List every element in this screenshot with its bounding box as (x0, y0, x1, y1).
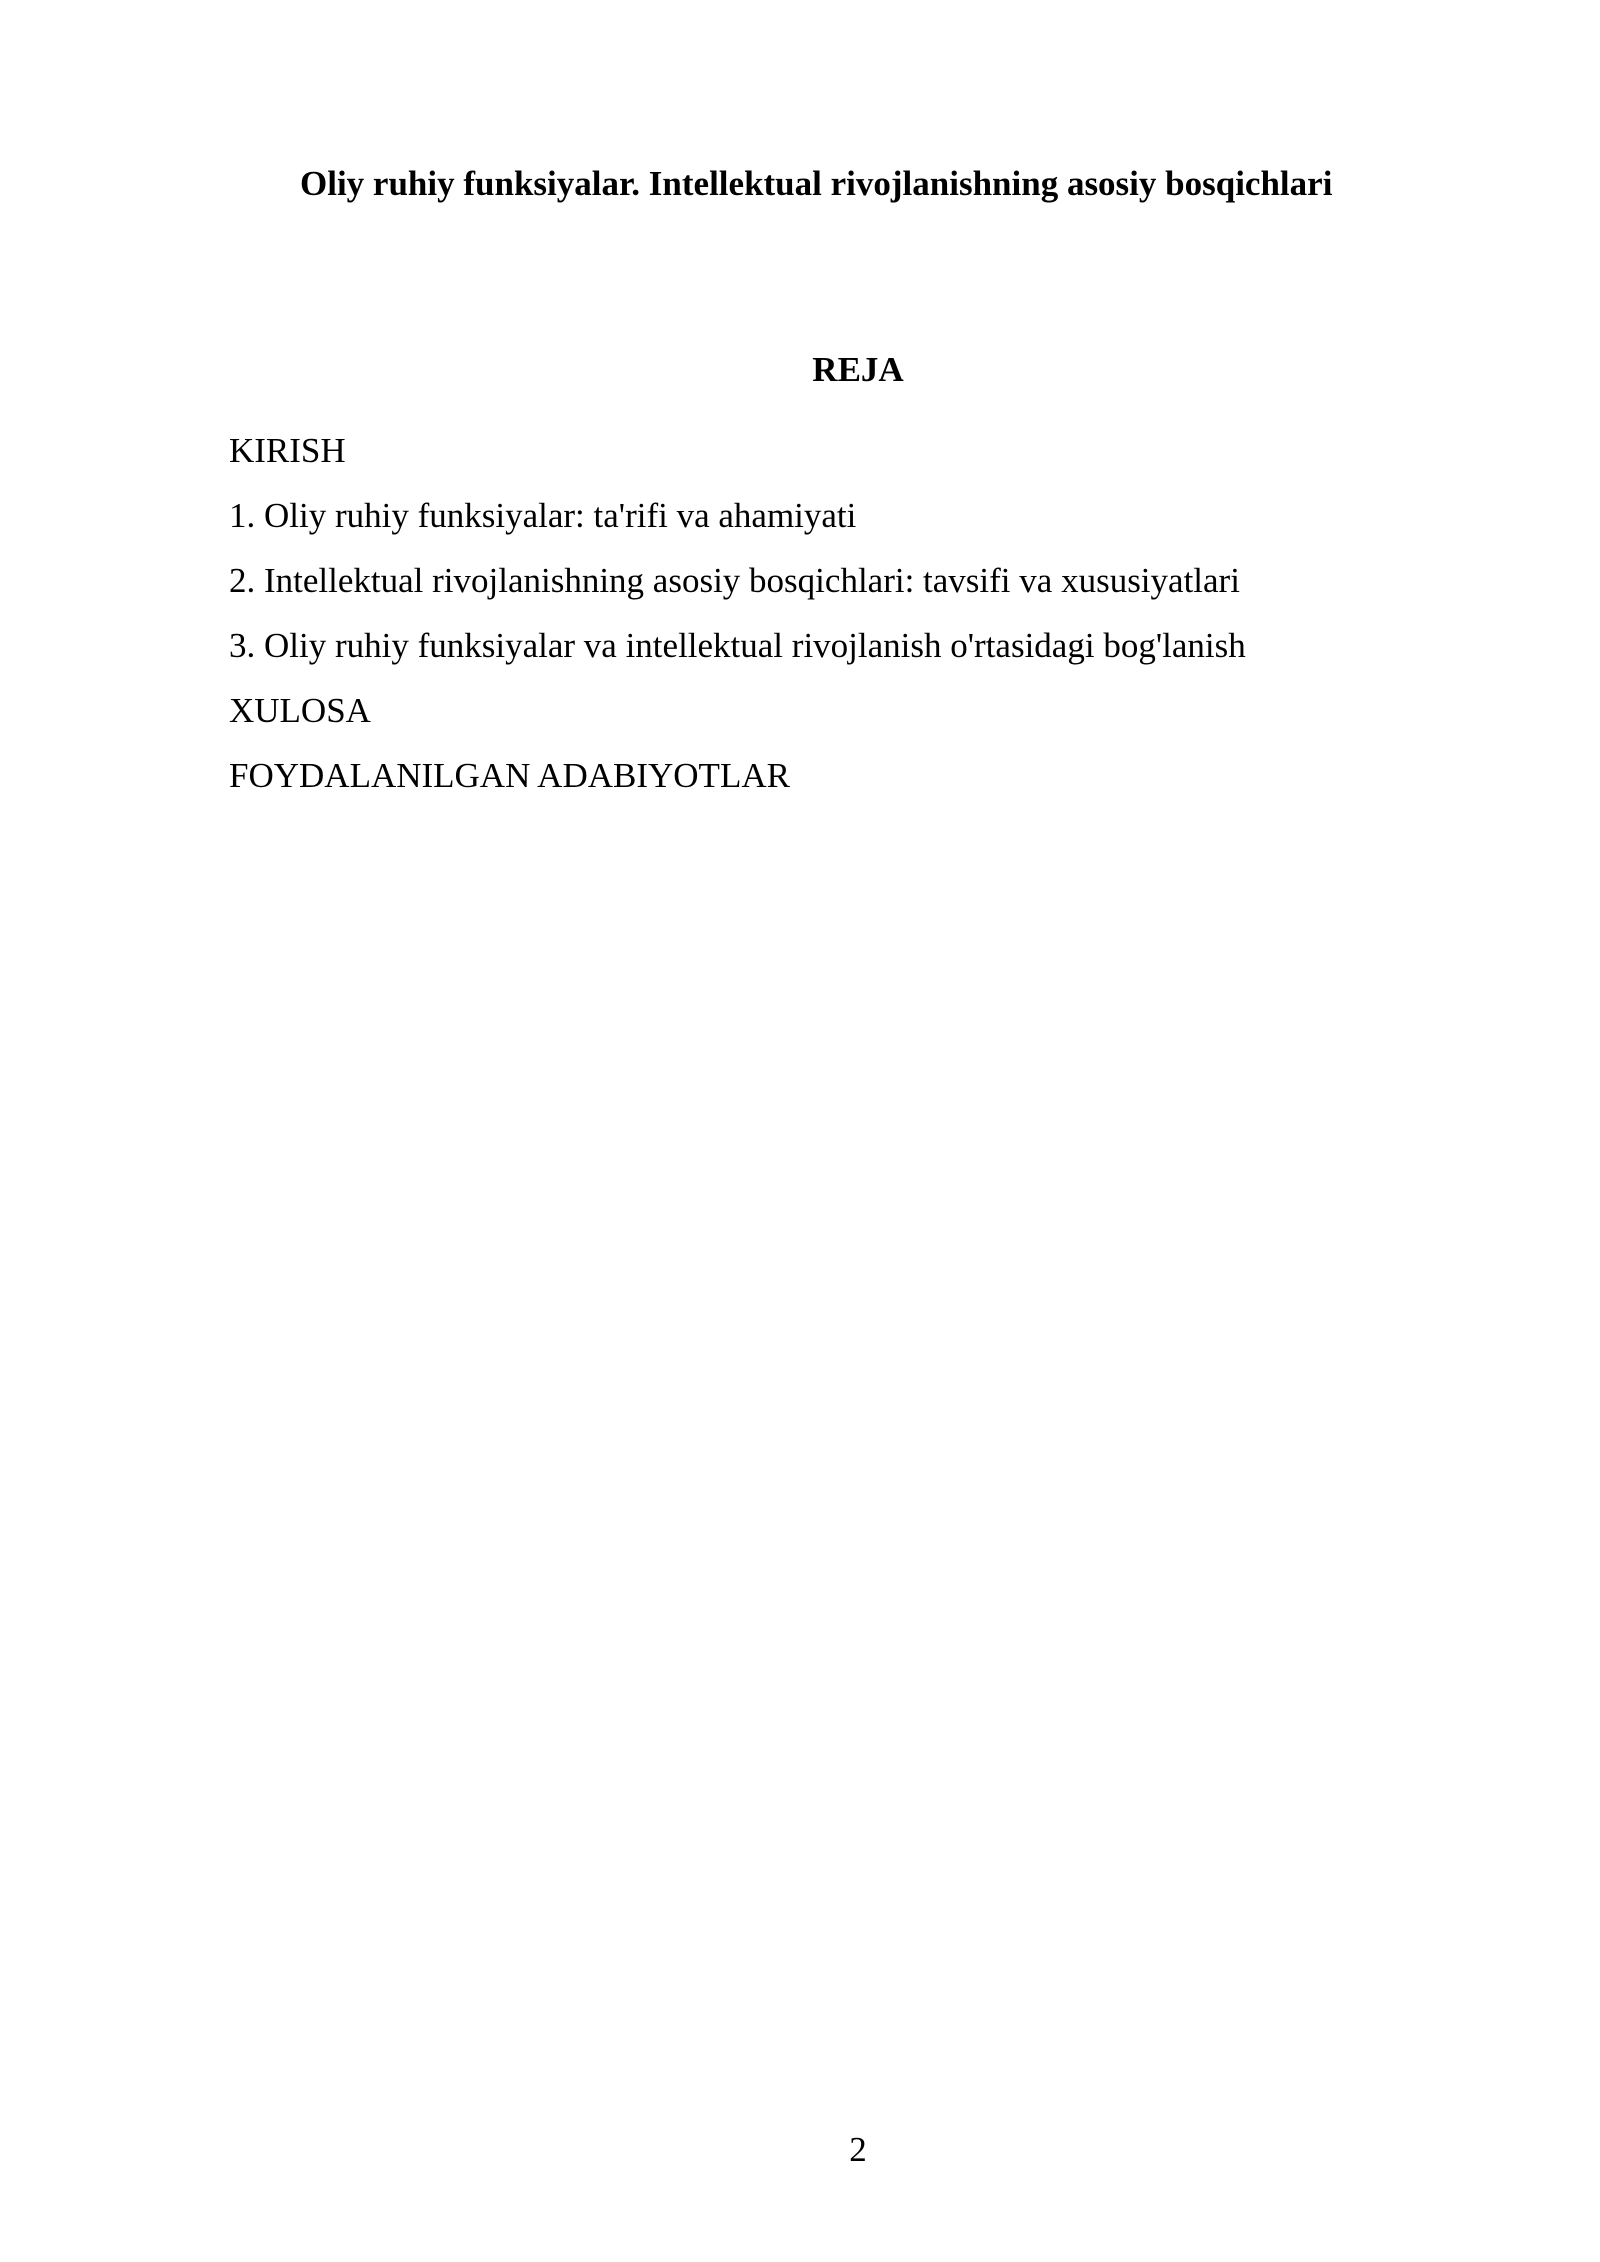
plan-item-2: 2. Intellektual rivojlanishning asosiy bosqichlari: tavsifi va xususiyatlari (229, 561, 1240, 600)
plan-item-conclusion: XULOSA (229, 691, 371, 730)
plan-heading: REJA (812, 350, 904, 389)
plan-item-references: FOYDALANILGAN ADABIYOTLAR (229, 756, 790, 795)
plan-list (229, 418, 1246, 808)
page-number: 2 (849, 2130, 867, 2169)
plan-item-3: 3. Oliy ruhiy funksiyalar va intellektual rivojlanish o'rtasidagi bog'lanish (229, 626, 1246, 665)
plan-item-1: 1. Oliy ruhiy funksiyalar: ta'rifi va ahamiyati (229, 496, 857, 535)
document-title: Oliy ruhiy funksiyalar. Intellektual rivojlanishning asosiy bosqichlari (300, 164, 1333, 203)
plan-item-introduction: KIRISH (229, 431, 346, 470)
